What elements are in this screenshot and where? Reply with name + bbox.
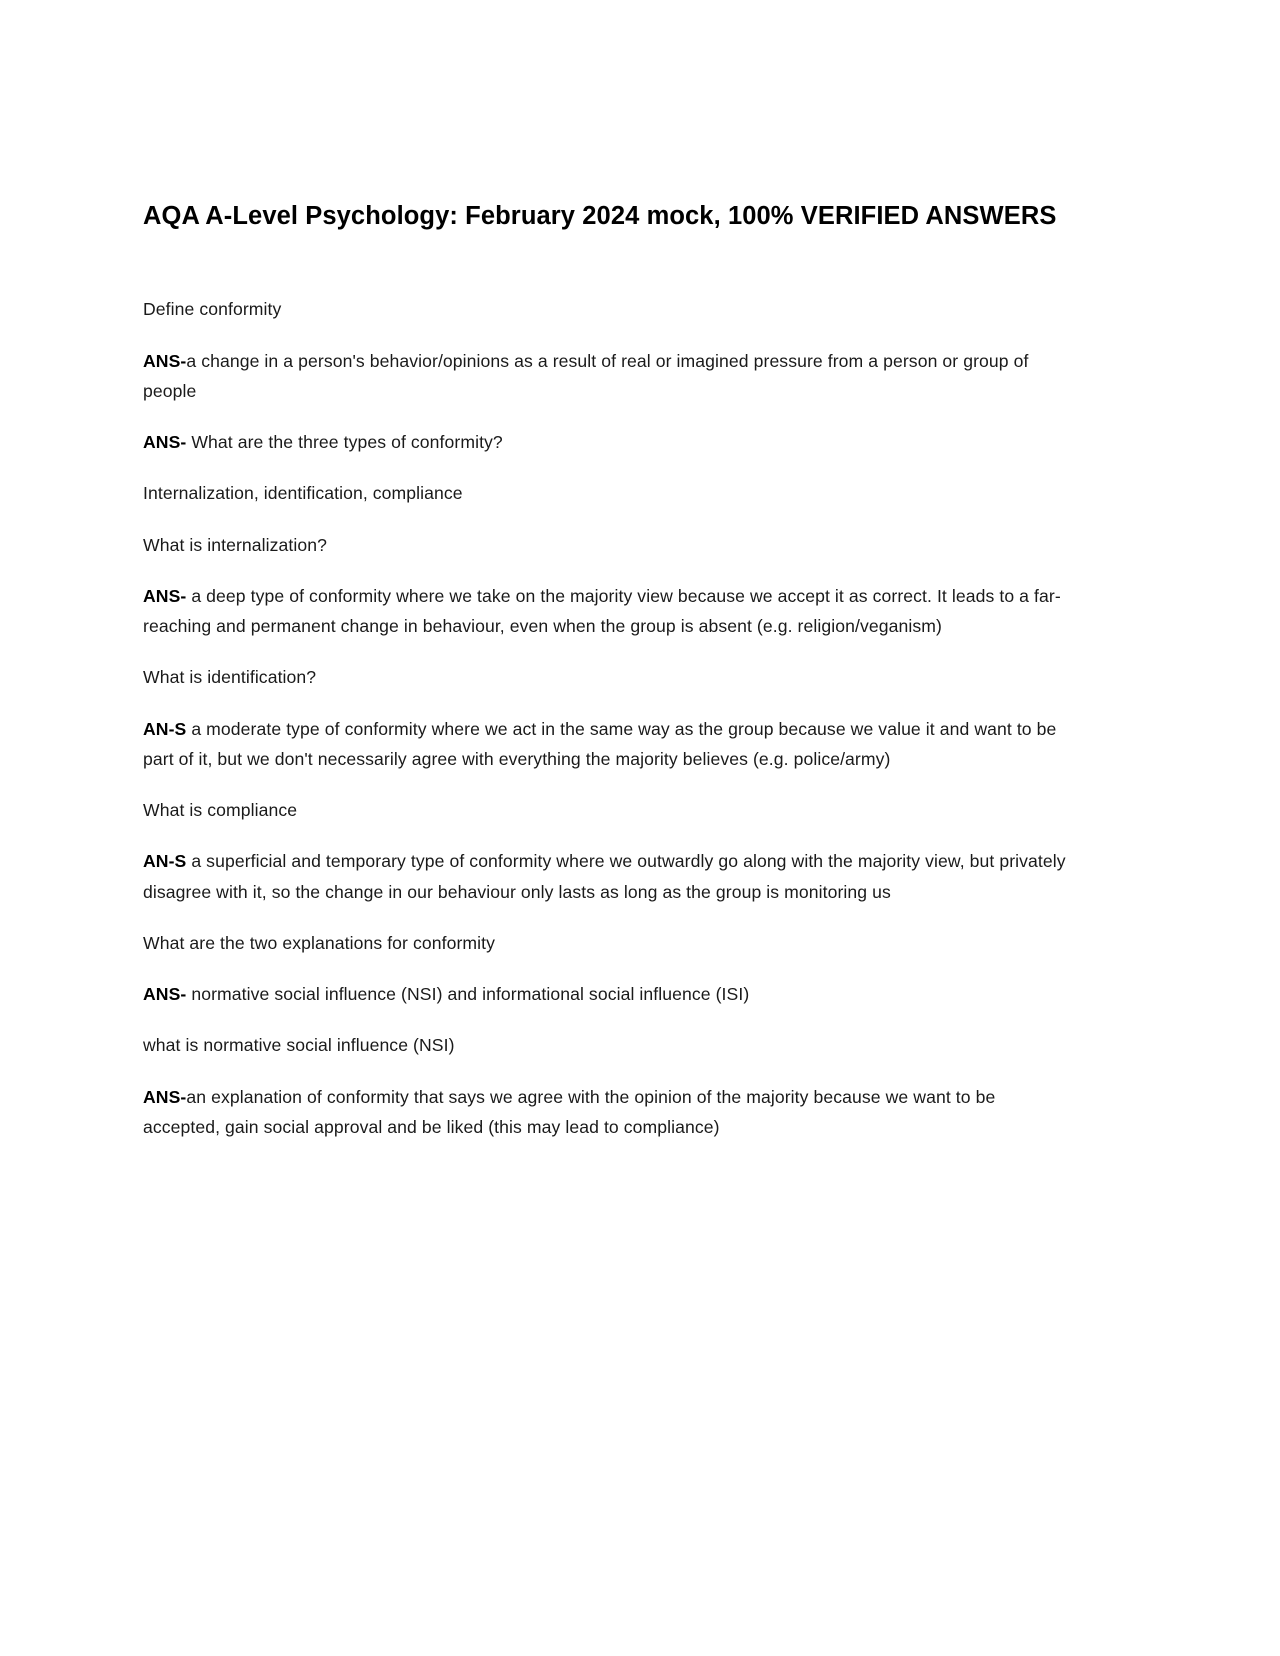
paragraph-lead-7: AN-S	[143, 718, 187, 739]
paragraph-text-7: a moderate type of conformity where we act in the same way as the group because we value it and want to be part of it, but we don't necessarily agree with everything the majority believes (e.g. police/army)	[143, 718, 1057, 769]
paragraph-12	[143, 1030, 1073, 1060]
paragraph-lead-13: ANS-	[143, 1086, 187, 1107]
paragraph-lead-11: ANS-	[143, 984, 187, 1005]
paragraph-lead-1: ANS-	[143, 350, 187, 371]
paragraph-0	[143, 294, 1073, 324]
paragraph-11	[143, 979, 1073, 1009]
paragraph-lead-2: ANS-	[143, 432, 187, 453]
paragraph-text-13: an explanation of conformity that says we agree with the opinion of the majority because we want to be accepted, gain social approval and be liked (this may lead to compliance)	[143, 1086, 996, 1137]
paragraph-text-0: Define conformity	[143, 299, 282, 320]
paragraph-text-11: normative social influence (NSI) and informational social influence (ISI)	[186, 984, 750, 1005]
paragraph-9	[143, 846, 1073, 907]
paragraph-text-1: a change in a person's behavior/opinions as a result of real or imagined pressure from a person or group of people	[143, 350, 1029, 401]
paragraph-text-2: What are the three types of conformity?	[186, 432, 503, 453]
paragraph-text-9: a superficial and temporary type of conformity where we outwardly go along with the majority view, but privately disagree with it, so the change in our behaviour only lasts as long as the group is monitoring us	[143, 851, 1066, 902]
paragraph-text-12: what is normative social influence (NSI)	[143, 1035, 455, 1056]
paragraph-lead-5: ANS-	[143, 585, 187, 606]
paragraph-text-6: What is identification?	[143, 667, 317, 688]
paragraph-text-3: Internalization, identification, compliance	[143, 483, 463, 504]
paragraph-10	[143, 928, 1073, 958]
title-spacer	[143, 236, 1073, 294]
paragraph-4	[143, 530, 1073, 560]
paragraph-7	[143, 714, 1073, 775]
document-body	[143, 196, 1073, 1163]
page-title: AQA A-Level Psychology: February 2024 mock, 100% VERIFIED ANSWERS	[143, 202, 1057, 230]
paragraph-8	[143, 795, 1073, 825]
paragraph-lead-9: AN-S	[143, 851, 187, 872]
paragraph-5	[143, 581, 1073, 642]
paragraph-6	[143, 662, 1073, 692]
paragraph-text-5: a deep type of conformity where we take on the majority view because we accept it as correct. It leads to a far-reaching and permanent change in behaviour, even when the group is absent (e.g. religion/veganism)	[143, 585, 1061, 637]
paragraph-text-4: What is internalization?	[143, 534, 328, 555]
paragraph-text-8: What is compliance	[143, 800, 298, 821]
paragraph-3	[143, 478, 1073, 508]
paragraph-2	[143, 427, 1073, 457]
paragraph-13	[143, 1082, 1073, 1143]
paragraph-text-10: What are the two explanations for conformity	[143, 932, 496, 953]
paragraph-1	[143, 346, 1073, 407]
